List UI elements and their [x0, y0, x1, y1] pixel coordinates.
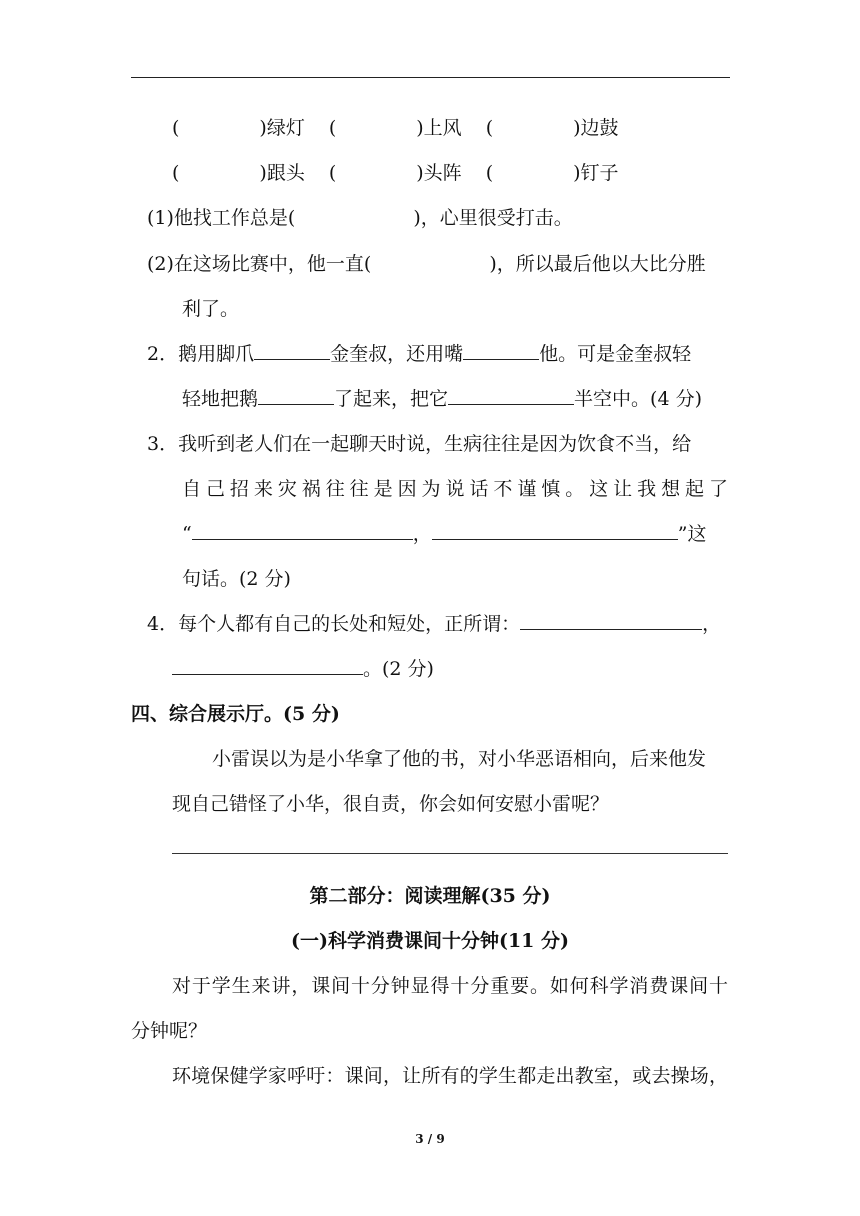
section-4-answer-line[interactable]: [172, 853, 728, 854]
q3-line-2: 自己招来灾祸往往是因为说话不谨慎。这让我想起了: [182, 478, 728, 500]
idiom-3: ( )边鼓: [485, 117, 619, 139]
idiom-1: ( )绿灯: [172, 117, 305, 139]
q3-line-3: “ ， ”这: [182, 523, 707, 545]
q1-sentence-2: (2)在这场比赛中，他一直( )，所以最后他以大比分胜: [147, 253, 706, 275]
reading-subtitle: (一)科学消费课间十分钟(11 分): [290, 930, 569, 952]
section-4-title: 四、综合展示厅。(5 分): [131, 703, 340, 725]
q4-blank-1[interactable]: [520, 611, 702, 630]
header-rule: [131, 77, 730, 78]
idiom-6: ( )钉子: [485, 162, 619, 184]
idiom-5: ( )头阵: [328, 162, 462, 184]
idiom-row-2: [172, 160, 619, 186]
reading-paragraph-1-line-1: 对于学生来讲，课间十分钟显得十分重要。如何科学消费课间十: [172, 975, 728, 997]
reading-paragraph-1-line-2: 分钟呢？: [131, 1020, 208, 1042]
q3-line-4: 句话。(2 分): [182, 568, 291, 590]
idiom-4: ( )跟头: [172, 162, 305, 184]
q2-line-2: 轻地把鹅 了起来，把它 半空中。(4 分): [182, 388, 702, 410]
section-4-paragraph-2: 现自己错怪了小华，很自责，你会如何安慰小雷呢？: [172, 793, 610, 815]
q4-blank-2[interactable]: [172, 656, 363, 675]
section-4-paragraph-1: 小雷误以为是小华拿了他的书，对小华恶语相向，后来他发: [212, 748, 707, 770]
q2-number: 2．: [147, 343, 179, 365]
reading-paragraph-2: 环境保健学家呼吁：课间，让所有的学生都走出教室，或去操场，: [172, 1065, 728, 1087]
part-2-title: 第二部分：阅读理解(35 分): [309, 885, 551, 907]
idiom-2: ( )上风: [328, 117, 462, 139]
q2-blank-4[interactable]: [448, 386, 574, 405]
q1-sentence-1: (1)他找工作总是( )，心里很受打击。: [147, 207, 573, 229]
idiom-row-1: [172, 115, 619, 141]
q4-line-1: 4．每个人都有自己的长处和短处，正所谓： ，: [147, 613, 722, 635]
q2-blank-2[interactable]: [463, 341, 539, 360]
q3-blank-1[interactable]: [192, 521, 413, 540]
q4-number: 4．: [147, 613, 179, 635]
q2-blank-3[interactable]: [258, 386, 334, 405]
q3-blank-2[interactable]: [432, 521, 678, 540]
q2-blank-1[interactable]: [254, 341, 330, 360]
page-number: 3 / 9: [415, 1132, 445, 1146]
q3-number: 3．: [147, 433, 179, 455]
q4-line-2: 。(2 分): [172, 656, 434, 682]
q2-line-1: 2．鹅用脚爪 金奎叔，还用嘴 他。可是金奎叔轻: [147, 343, 692, 365]
q3-line-1: 3．我听到老人们在一起聊天时说，生病往往是因为饮食不当，给: [147, 433, 692, 455]
q1-sentence-2-cont: 利了。: [182, 298, 240, 320]
